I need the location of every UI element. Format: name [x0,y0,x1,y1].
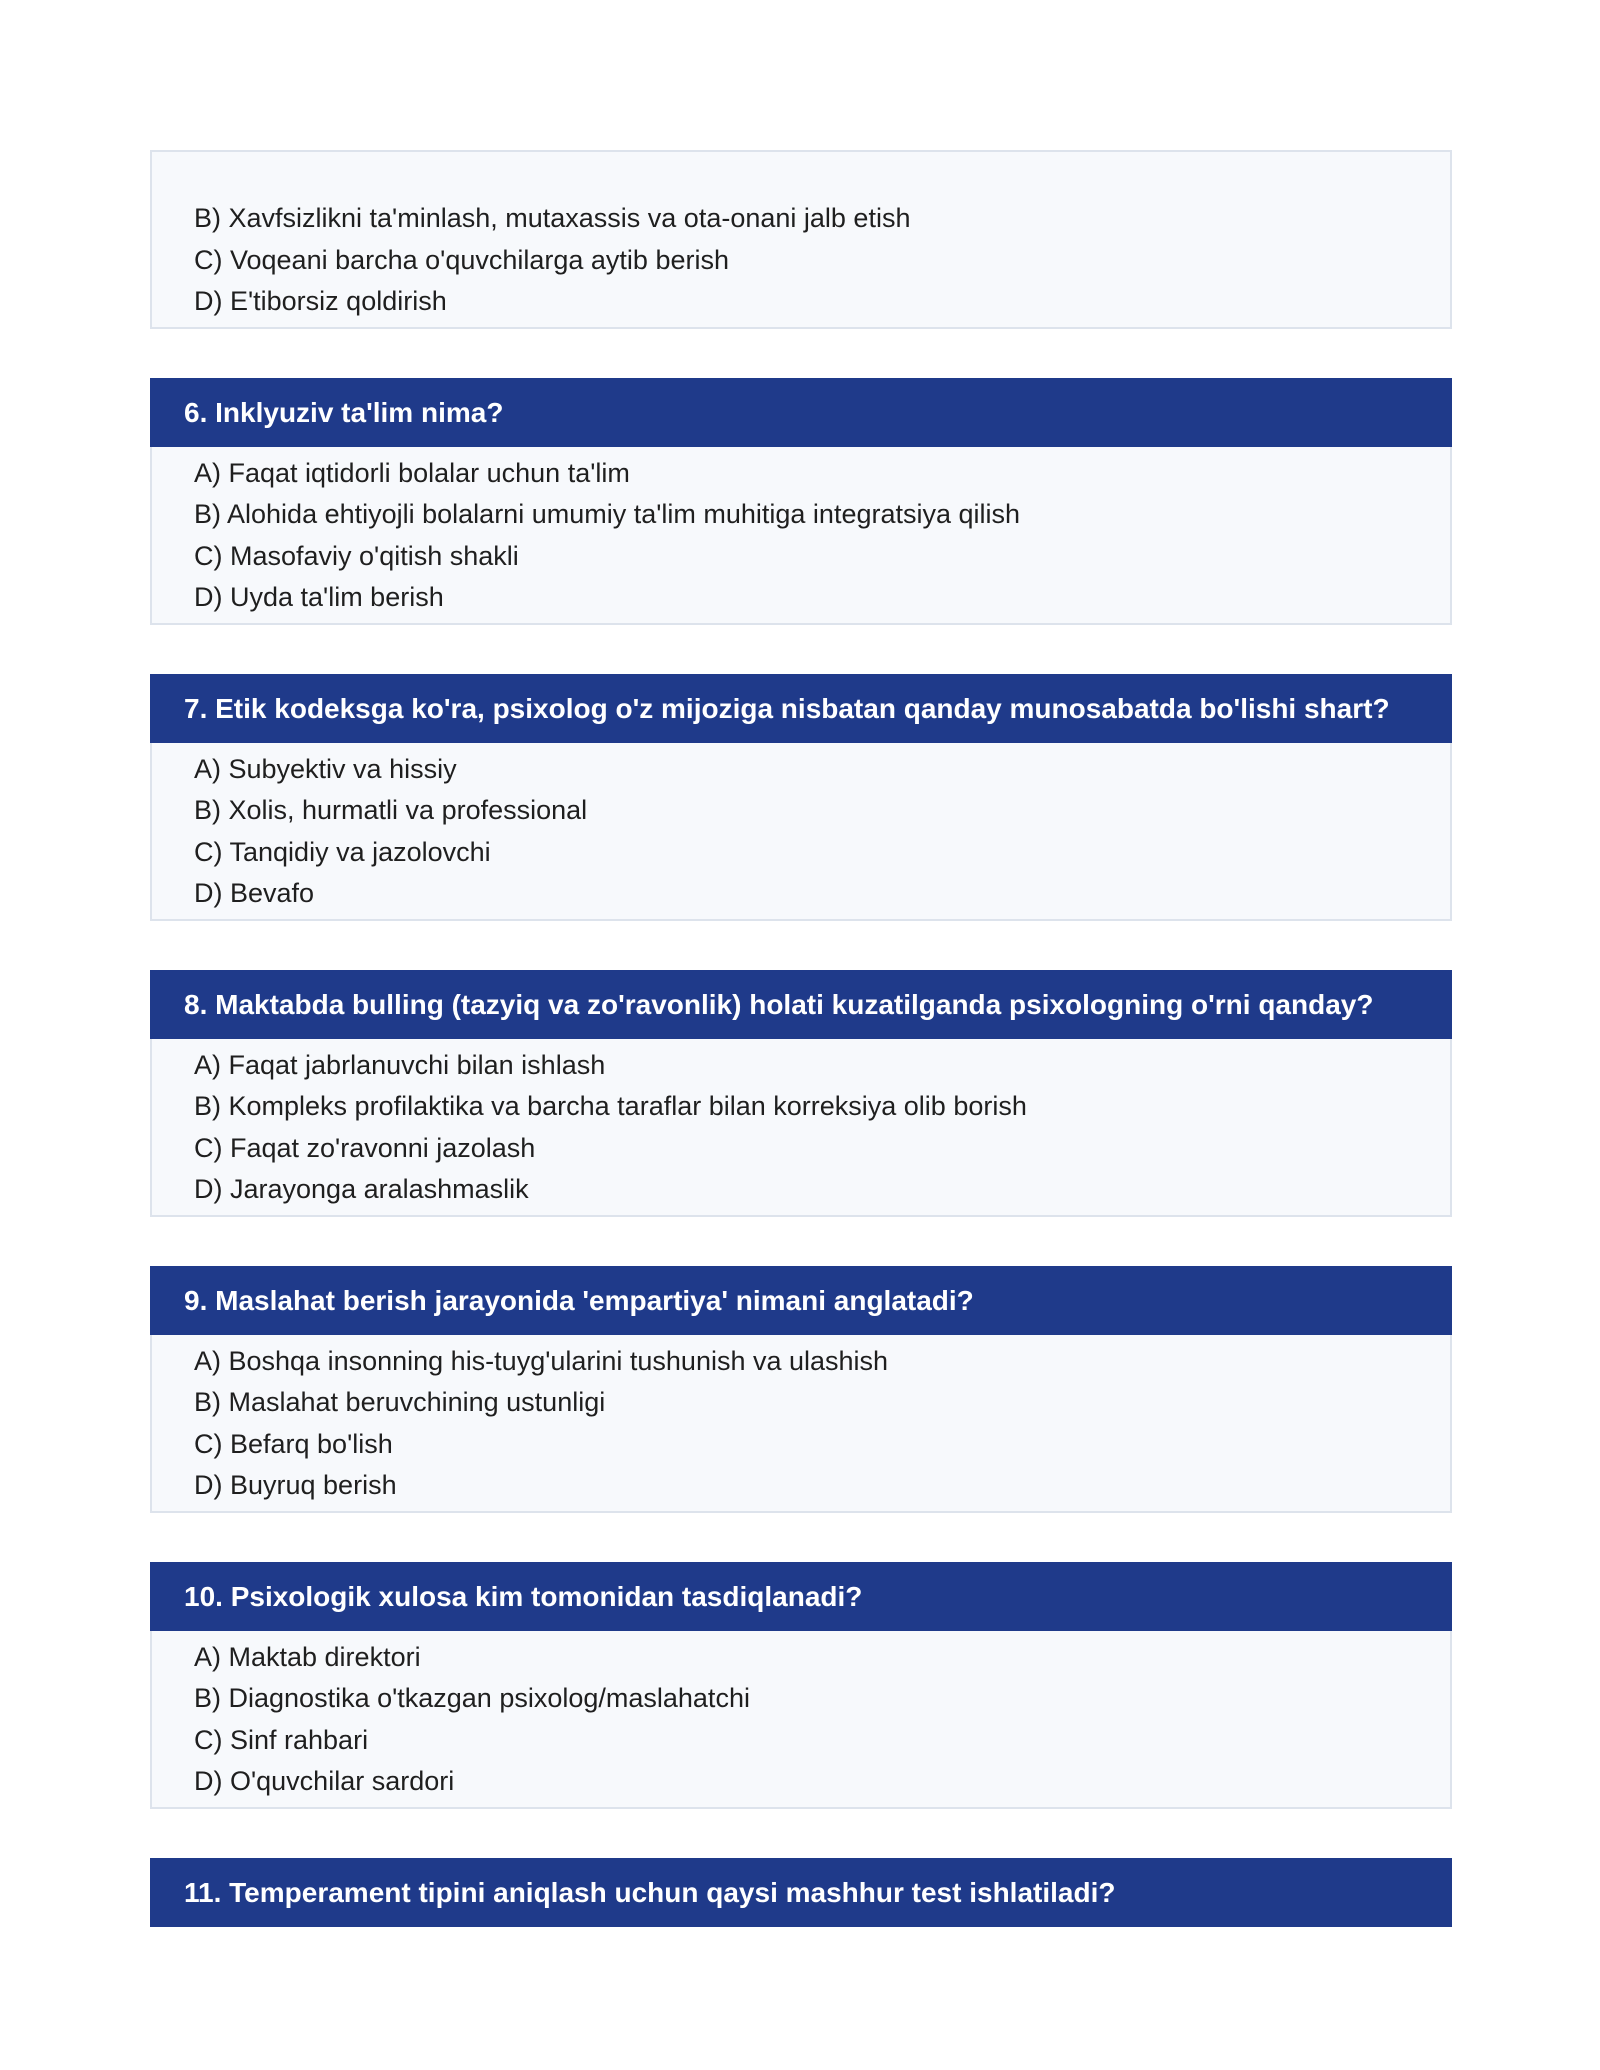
option-d: D) E'tiborsiz qoldirish [194,286,447,316]
options-list [150,150,1452,329]
option-c: C) Tanqidiy va jazolovchi [194,836,491,867]
option-a: A) Faqat jabrlanuvchi bilan ishlash [194,1049,606,1080]
option-a: A) Faqat iqtidorli bolalar uchun ta'lim [194,457,630,488]
option-d: D) Buyruq berish [194,1470,397,1500]
question-title: 10. Psixologik xulosa kim tomonidan tasdiqlanadi? [150,1562,1452,1631]
option-d: D) Bevafo [194,878,315,908]
option-b: B) Kompleks profilaktika va barcha taraflar bilan korreksiya olib borish [194,1091,1027,1121]
option-d: D) O'quvchilar sardori [194,1766,455,1796]
options-list [150,743,1452,921]
quiz-page [150,150,1452,1976]
option-c: C) Sinf rahbari [194,1724,369,1755]
option-a: A) Subyektiv va hissiy [194,753,457,784]
option-a: A) Boshqa insonning his-tuyg'ularini tushunish va ulashish [194,1345,889,1376]
question-card-7 [150,674,1452,921]
option-c: C) Faqat zo'ravonni jazolash [194,1132,536,1163]
question-title: 7. Etik kodeksga ko'ra, psixolog o'z mijoziga nisbatan qanday munosabatda bo'lishi shart? [150,674,1452,743]
option-b: B) Maslahat beruvchining ustunligi [194,1387,606,1417]
option-b: B) Diagnostika o'tkazgan psixolog/maslahatchi [194,1683,750,1713]
question-card-11 [150,1858,1452,1927]
question-title: 9. Maslahat berish jarayonida 'empartiya' nimani anglatadi? [150,1266,1452,1335]
option-b: B) Alohida ehtiyojli bolalarni umumiy ta'lim muhitiga integratsiya qilish [194,499,1021,529]
option-c: C) Masofaviy o'qitish shakli [194,540,519,571]
option-d: D) Jarayonga aralashmaslik [194,1174,529,1204]
question-title: 11. Temperament tipini aniqlash uchun qaysi mashhur test ishlatiladi? [150,1858,1452,1927]
options-list [150,1039,1452,1217]
question-card-9 [150,1266,1452,1513]
option-c: C) Voqeani barcha o'quvchilarga aytib berish [194,244,729,275]
option-d: D) Uyda ta'lim berish [194,582,444,612]
question-card-8 [150,970,1452,1217]
question-card-continued [150,150,1452,329]
option-b: B) Xolis, hurmatli va professional [194,795,588,825]
question-title: 6. Inklyuziv ta'lim nima? [150,378,1452,447]
question-title: 8. Maktabda bulling (tazyiq va zo'ravonlik) holati kuzatilganda psixologning o'rni qanday? [150,970,1452,1039]
option-c: C) Befarq bo'lish [194,1428,393,1459]
options-list [150,1335,1452,1513]
options-list [150,447,1452,625]
option-a: A) Maktab direktori [194,1641,421,1672]
option-b: B) Xavfsizlikni ta'minlash, mutaxassis va ota-onani jalb etish [194,203,911,233]
question-card-10 [150,1562,1452,1809]
question-card-6 [150,378,1452,625]
options-list [150,1631,1452,1809]
